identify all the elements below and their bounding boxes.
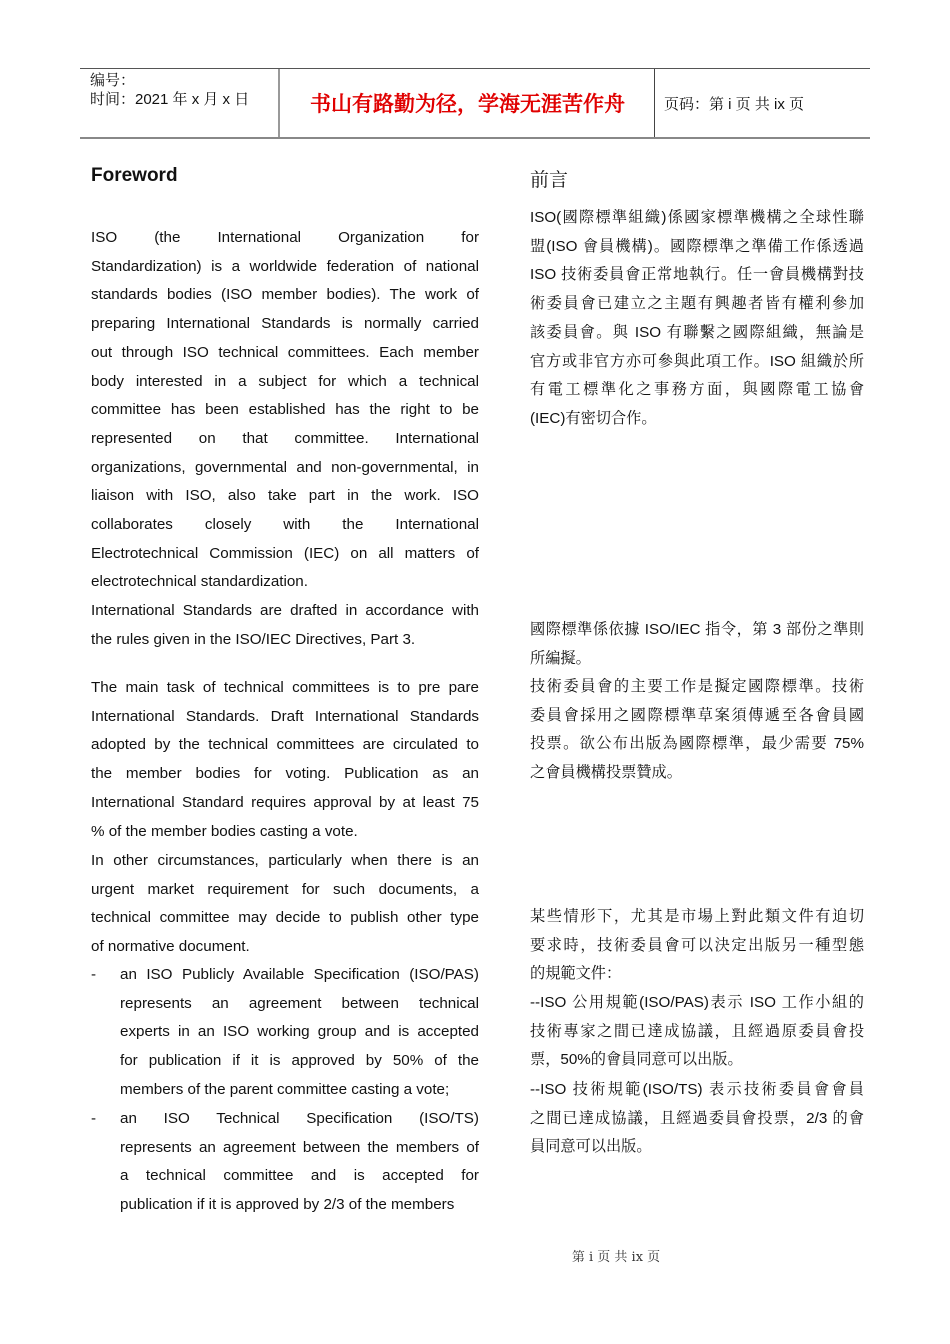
text-line: the rules given in the ISO/IEC Directives, Part 3. bbox=[91, 630, 416, 648]
paragraph bbox=[91, 224, 479, 597]
text-line: of normative document. bbox=[91, 938, 250, 956]
text-line: ISO(國際標準組織)係國家標準機構之全球性聯 bbox=[530, 209, 864, 226]
text-line: electrotechnical standardization. bbox=[91, 573, 308, 591]
text-line: members of the parent committee casting a vote; bbox=[120, 1080, 450, 1098]
bullet-item bbox=[91, 961, 479, 1105]
text-line: Electrotechnical Commission (IEC) on all matters of bbox=[91, 544, 479, 562]
bullet-text bbox=[120, 1105, 479, 1220]
document-date: 时间：2021 年 x 月 x 日 bbox=[90, 91, 250, 108]
text-line: publication if it is approved by 2/3 of the members bbox=[120, 1196, 455, 1214]
text-line: --ISO 公用規範(ISO/PAS)表示 ISO 工作小組的 bbox=[530, 994, 864, 1011]
text-line: standards bodies (ISO member bodies). The work of bbox=[91, 286, 479, 304]
text-line: 技術專家之間已達成協議，且經過原委員會投 bbox=[530, 1022, 864, 1040]
text-line: 術委員會已建立之主題有興趣者皆有權利參加 bbox=[530, 295, 864, 313]
text-line: % of the member bodies casting a vote. bbox=[91, 822, 358, 840]
text-line: The main task of technical committees is to pre pare bbox=[91, 679, 479, 696]
text-line: represents an agreement between technical bbox=[120, 994, 479, 1012]
paragraph bbox=[530, 903, 864, 989]
text-line: represented on that committee. International bbox=[91, 429, 479, 447]
paragraph bbox=[91, 674, 479, 846]
text-line: a technical committee and is accepted for bbox=[120, 1167, 479, 1185]
text-line: 票，50%的會員同意可以出版。 bbox=[530, 1051, 743, 1069]
text-line: 該委員會。與 ISO 有聯繫之國際組織，無論是 bbox=[530, 323, 864, 341]
text-line: International Standards are drafted in accordance with bbox=[91, 602, 479, 619]
text-line: In other circumstances, particularly when there is an bbox=[91, 852, 479, 869]
paragraph bbox=[530, 673, 864, 788]
header-motto: 书山有路勤为径，学海无涯苦作舟 bbox=[281, 69, 655, 137]
text-line: urgent market requirement for such documents, a bbox=[91, 880, 479, 898]
bullet-item bbox=[91, 1105, 479, 1220]
document-header bbox=[80, 68, 870, 139]
text-line: 所編擬。 bbox=[530, 649, 591, 667]
text-line: 的規範文件： bbox=[530, 965, 622, 983]
text-line: committee has been established has the right to be bbox=[91, 401, 479, 419]
text-line: 技術委員會的主要工作是擬定國際標準。技術 bbox=[530, 678, 864, 695]
text-line: represents an agreement between the members of bbox=[120, 1138, 479, 1156]
text-line: adopted by the technical committees are circulated to bbox=[91, 736, 479, 754]
text-line: collaborates closely with the International bbox=[91, 516, 479, 534]
text-line: 官方或非官方亦可參與此項工作。ISO 組織於所 bbox=[530, 352, 864, 370]
paragraph bbox=[530, 616, 864, 673]
text-line: ISO 技術委員會正常地執行。任一會員機構對技 bbox=[530, 266, 864, 284]
text-line: 之會員機構投票贊成。 bbox=[530, 764, 682, 782]
text-line: 要求時，技術委員會可以決定出版另一種型態 bbox=[530, 936, 864, 954]
text-line: liaison with ISO, also take part in the work. ISO bbox=[91, 487, 479, 505]
english-title: Foreword bbox=[91, 165, 178, 186]
text-line: organizations, governmental and non-governmental, in bbox=[91, 458, 479, 476]
text-line: preparing International Standards is normally carried bbox=[91, 315, 479, 333]
text-line: 有電工標準化之事務方面，與國際電工協會 bbox=[530, 381, 864, 399]
text-line: International Standards. Draft International Standards bbox=[91, 707, 479, 725]
text-line: body interested in a subject for which a technical bbox=[91, 372, 479, 390]
text-line: 盟(ISO 會員機構)。國際標準之準備工作係透過 bbox=[530, 237, 864, 255]
text-line: technical committee may decide to publish other type bbox=[91, 909, 479, 927]
bullet-dash: - bbox=[91, 1110, 97, 1127]
header-page-info: 页码：第 i 页 共 ix 页 bbox=[664, 95, 805, 113]
text-line: 某些情形下，尤其是市場上對此類文件有迫切 bbox=[530, 908, 864, 925]
text-line: an ISO Publicly Available Specification (ISO/PAS) bbox=[120, 966, 479, 983]
text-line: (IEC)有密切合作。 bbox=[530, 409, 657, 427]
text-line: Standardization) is a worldwide federation of national bbox=[91, 257, 479, 275]
header-meta bbox=[80, 69, 280, 137]
text-line: ISO (the International Organization for bbox=[91, 229, 479, 246]
page-footer: 第 i 页 共 ix 页 bbox=[571, 1250, 661, 1265]
text-line: experts in an ISO working group and is accepted bbox=[120, 1023, 479, 1041]
paragraph bbox=[91, 597, 479, 654]
text-line: 委員會採用之國際標準草案須傳遞至各會員國 bbox=[530, 706, 864, 724]
text-line: --ISO 技術規範(ISO/TS) 表示技術委員會會員 bbox=[530, 1081, 864, 1098]
text-line: 國際標準係依據 ISO/IEC 指令，第 3 部份之準則 bbox=[530, 621, 864, 638]
paragraph bbox=[530, 1076, 864, 1162]
text-line: for publication if it is approved by 50% of the bbox=[120, 1052, 479, 1070]
text-line: out through ISO technical committees. Each member bbox=[91, 343, 479, 361]
text-line: the member bodies for voting. Publication as an bbox=[91, 765, 479, 783]
document-number-label: 编号： bbox=[90, 72, 136, 89]
text-line: International Standard requires approval by at least 75 bbox=[91, 793, 479, 811]
text-line: 之間已達成協議，且經過委員會投票，2/3 的會 bbox=[530, 1109, 864, 1127]
chinese-title: 前言 bbox=[530, 170, 569, 191]
text-line: 員同意可以出版。 bbox=[530, 1138, 652, 1156]
paragraph bbox=[91, 847, 479, 962]
bullet-text bbox=[120, 961, 479, 1105]
text-line: 投票。欲公布出版為國際標準，最少需要 75% bbox=[530, 735, 864, 753]
text-line: an ISO Technical Specification (ISO/TS) bbox=[120, 1110, 479, 1127]
paragraph bbox=[530, 204, 864, 434]
bullet-dash: - bbox=[91, 966, 97, 983]
paragraph bbox=[530, 989, 864, 1075]
